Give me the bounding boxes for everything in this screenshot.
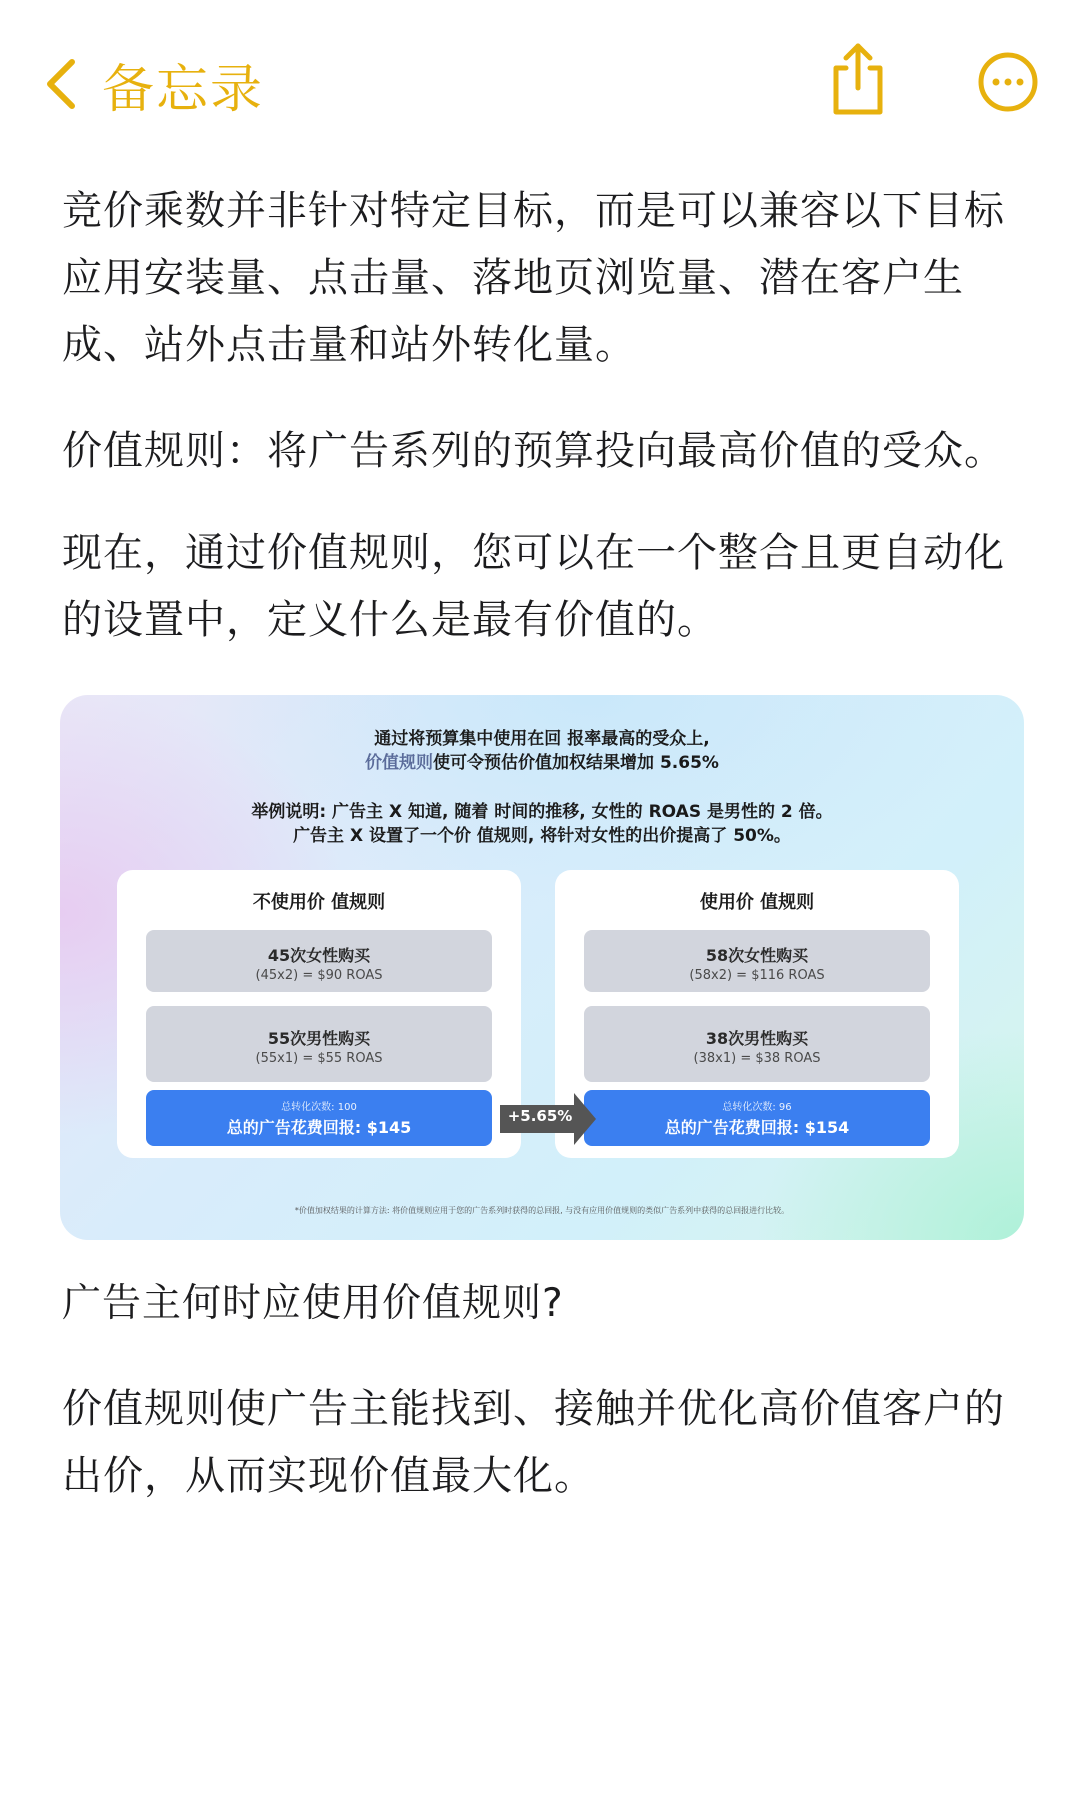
male-purchases-box: 38次男性购买 (38x1) = $38 ROAS — [584, 1006, 930, 1082]
uplift-label: +5.65% — [507, 1107, 573, 1125]
female-purchases-box: 45次女性购买 (45x2) = $90 ROAS — [146, 930, 492, 992]
panel-title: 使用价 值规则 — [699, 892, 815, 913]
note-paragraph[interactable]: 价值规则：将广告系列的预算投向最高价值的受众。 — [62, 428, 1005, 474]
panel-title: 不使用价 值规则 — [252, 892, 386, 913]
male-purchases-box: 55次男性购买 (55x1) = $55 ROAS — [146, 1006, 492, 1082]
share-button[interactable] — [826, 38, 890, 118]
ellipsis-circle-icon — [978, 52, 1038, 112]
female-purchases-box: 58次女性购买 (58x2) = $116 ROAS — [584, 930, 930, 992]
infographic-headline: 通过将预算集中使用在回 报率最高的受众上, 价值规则使可令预估价值加权结果增加 5.65% — [365, 729, 719, 773]
infographic-footnote: *价值加权结果的计算方法: 将价值规则应用于您的广告系列时获得的总回报, 与没有应用价值规则的类似广告系列中获得的总回报进行比较。 — [294, 1206, 790, 1215]
total-roas-box: 总转化次数: 100 总的广告花费回报: $145 — [146, 1090, 492, 1146]
note-paragraph[interactable]: 价值规则使广告主能找到、接触并优化高价值客户的出价，从而实现价值最大化。 — [62, 1386, 1005, 1499]
panel-without-value-rules — [117, 870, 521, 1158]
value-rules-infographic[interactable] — [60, 695, 1024, 1240]
total-roas-box: 总转化次数: 96 总的广告花费回报: $154 — [584, 1090, 930, 1146]
back-button[interactable] — [44, 48, 264, 120]
back-label: 备忘录 — [102, 59, 265, 120]
panel-with-value-rules — [555, 870, 959, 1158]
chevron-left-icon — [44, 56, 78, 112]
share-icon — [826, 38, 890, 118]
infographic-example: 举例说明: 广告主 X 知道, 随着 时间的推移, 女性的 ROAS 是男性的 2 倍。 广告主 X 设置了一个价 值规则, 将针对女性的出价提高了 50%。 — [251, 802, 833, 846]
note-paragraph[interactable]: 竞价乘数并非针对特定目标，而是可以兼容以下目标应用安装量、点击量、落地页浏览量、潜在客户生成、站外点击量和站外转化量。 — [62, 188, 1005, 368]
note-heading[interactable]: 广告主何时应使用价值规则? — [62, 1281, 564, 1326]
navigation-bar — [0, 0, 1080, 170]
headline-highlight: 价值规则 — [365, 753, 434, 773]
more-options-button[interactable] — [978, 52, 1038, 112]
note-paragraph[interactable]: 现在，通过价值规则，您可以在一个整合且更自动化的设置中，定义什么是最有价值的。 — [62, 530, 1005, 643]
